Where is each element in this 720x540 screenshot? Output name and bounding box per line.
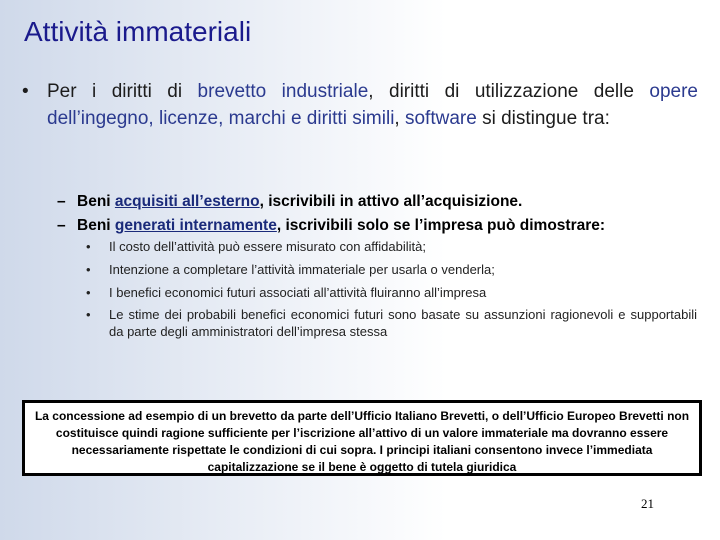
sub-bullet-text [77, 216, 697, 236]
sub-bullet-internal [57, 216, 697, 236]
condition-item [86, 261, 697, 278]
main-bullet-part: , diritti di utilizzazione delle [368, 81, 650, 102]
condition-item [86, 238, 697, 255]
bullet-marker: • [86, 262, 91, 277]
slide-title: Attività immateriali [24, 16, 252, 47]
sub-prefix: Beni [77, 217, 115, 234]
note-box: La concessione ad esempio di un brevetto da parte dell’Ufficio Italiano Brevetti, o dell’Ufficio Europeo Brevetti non costituisce quindi ragione sufficiente per l’iscrizione all’attivo di un valore immateriale ma dovranno essere necessariamente rispettate le condizioni di cui sopra. I principi italiani consentono invece l’immediata capitalizzazione se il bene è oggetto di tutela giuridica [22, 400, 702, 476]
sub-suffix: , iscrivibili solo se l’impresa può dimostrare: [276, 217, 606, 234]
sub-prefix: Beni [77, 193, 115, 210]
dash-marker: – [57, 217, 66, 234]
sub-bullet-text [77, 192, 697, 212]
page-number: 21 [641, 496, 654, 511]
underlined-term: generati internamente [114, 217, 277, 234]
main-bullet-text [47, 78, 698, 132]
condition-item [86, 284, 697, 301]
condition-text: Le stime dei probabili benefici economici futuri sono basate su assunzioni ragionevoli e supportabili da parte degli amministratori dell’impresa stessa [109, 307, 697, 339]
highlight-opere: opere dell’ingegno, licenze, marchi e diritti simili [47, 81, 698, 129]
bullet-marker: • [22, 81, 29, 102]
condition-item [86, 306, 697, 340]
main-bullet-part: , [394, 108, 405, 129]
highlight-software: software [404, 108, 477, 129]
bullet-marker: • [86, 307, 91, 322]
bullet-marker: • [86, 239, 91, 254]
main-bullet [22, 78, 698, 132]
condition-text: I benefici economici futuri associati all’attività fluiranno all’impresa [109, 285, 487, 300]
main-bullet-part: Per i diritti di [47, 81, 198, 102]
condition-text: Il costo dell’attività può essere misurato con affidabilità; [109, 239, 426, 254]
sub-suffix: , iscrivibili in attivo all’acquisizione. [259, 193, 523, 210]
condition-text: Intenzione a completare l’attività immateriale per usarla o venderla; [109, 262, 495, 277]
highlight-brevetto: brevetto industriale [197, 81, 369, 102]
bullet-marker: • [86, 285, 91, 300]
main-bullet-part: si distingue tra: [476, 108, 610, 129]
underlined-term: acquisiti all’esterno [114, 193, 260, 210]
dash-marker: – [57, 193, 66, 210]
sub-bullet-acquired [57, 192, 697, 212]
